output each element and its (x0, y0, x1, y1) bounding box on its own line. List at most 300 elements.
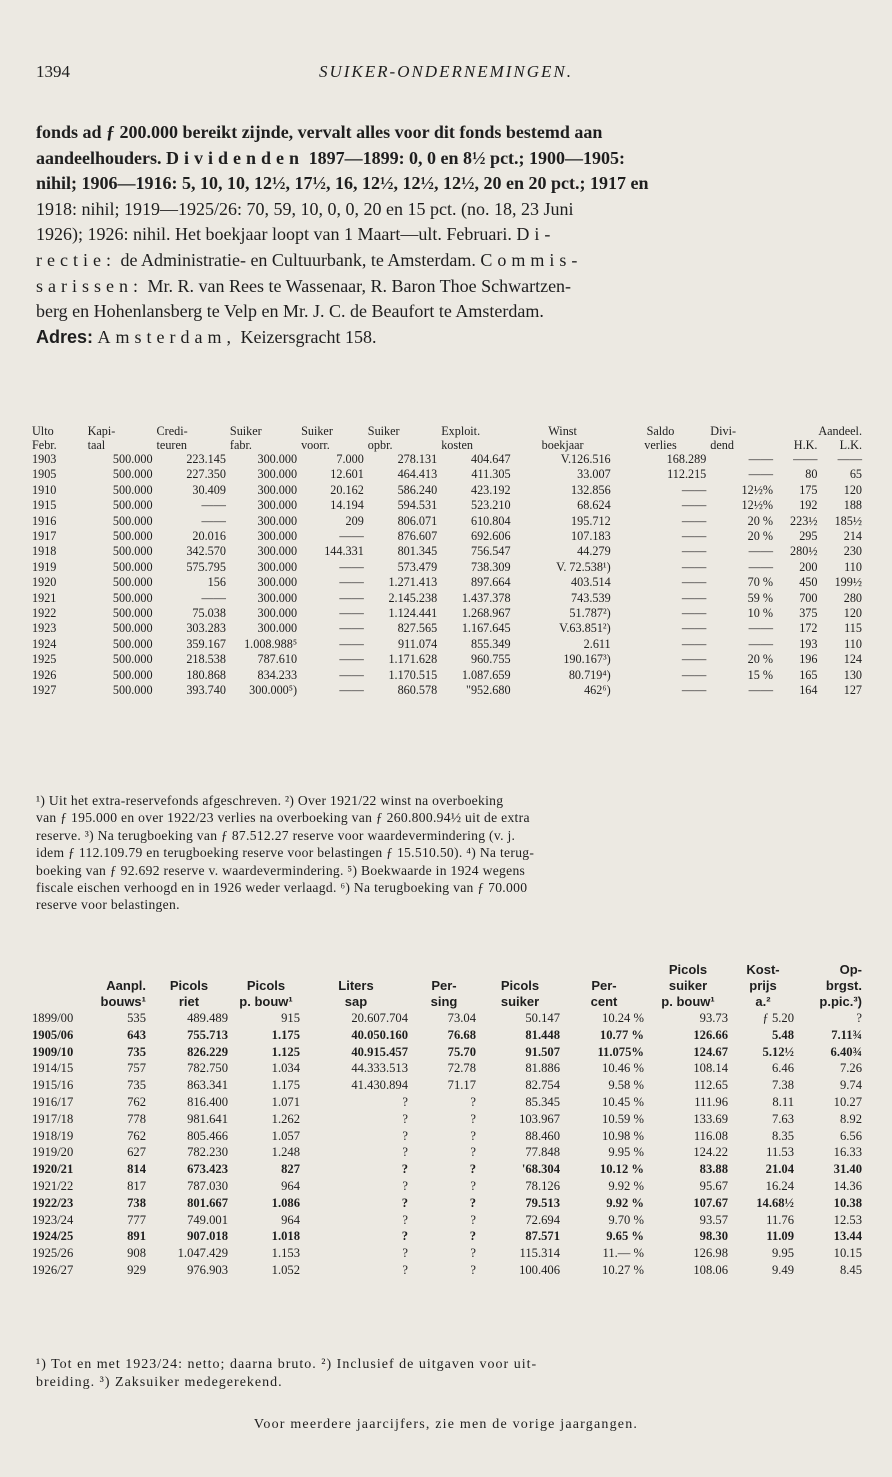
table-cell: 300.000 (257, 590, 298, 605)
table-cell: 1927 (32, 683, 57, 698)
table-cell: 1915 (32, 498, 57, 513)
table-cell: 126.66 (693, 1027, 728, 1042)
table-cell: 44.279 (577, 544, 611, 559)
table-header-row: Picols Kost- Op- (668, 962, 862, 977)
table-cell: 500.000 (112, 544, 153, 559)
table-cell: 500.000 (112, 667, 153, 682)
table-cell: 500.000 (112, 482, 153, 497)
table-cell: 111.96 (694, 1094, 728, 1109)
table-cell: 93.57 (699, 1212, 728, 1227)
table-row (30, 621, 864, 636)
table-cell: 7.38 (771, 1078, 794, 1093)
table-cell: 81.886 (525, 1061, 560, 1076)
table-cell: 7.63 (771, 1111, 794, 1126)
table-cell: 10.98 % (602, 1128, 644, 1143)
table-cell: 10 % (747, 606, 773, 621)
table-cell: 51.787²) (569, 606, 611, 621)
table-cell: 156 (207, 575, 226, 590)
table-row (30, 1228, 864, 1245)
table-cell: —— (748, 559, 773, 574)
table-cell: 93.73 (699, 1011, 728, 1025)
table-cell: 80.719⁴) (568, 667, 611, 682)
intro-paragraph (36, 120, 862, 350)
table-cell: 462⁶) (584, 683, 611, 698)
table-cell: 964 (281, 1212, 300, 1227)
table-cell: 1.124.441 (388, 606, 438, 621)
table-cell: 787.030 (187, 1178, 228, 1193)
table-cell: 20 % (747, 529, 773, 544)
table-cell: —— (339, 590, 364, 605)
table-cell: 1918/19 (32, 1128, 74, 1143)
table-cell: 124.22 (693, 1145, 728, 1160)
table-cell: 523.210 (470, 498, 511, 513)
table-cell: 8.35 (771, 1128, 794, 1143)
table-row (30, 606, 864, 621)
table-cell: 1903 (32, 452, 57, 466)
table-cell: 107.183 (571, 529, 611, 544)
table-cell: 735 (127, 1078, 146, 1093)
table-cell: 489.489 (187, 1011, 228, 1025)
table-cell: 180.868 (186, 667, 226, 682)
table-cell: 40.050.160 (351, 1027, 408, 1042)
table-cell: 73.04 (447, 1011, 476, 1025)
table-cell: 108.14 (693, 1061, 728, 1076)
table-cell: 1926 (32, 667, 57, 682)
table-cell: 14.68½ (756, 1195, 794, 1210)
table-cell: —— (339, 606, 364, 621)
table-cell: 1.052 (271, 1262, 300, 1277)
table-cell: 782.750 (187, 1061, 228, 1076)
table-cell: 200 (799, 559, 818, 574)
table-cell: —— (681, 667, 707, 682)
page-number: 1394 (36, 62, 70, 81)
table-cell: ? (470, 1246, 476, 1261)
table-row (30, 529, 864, 544)
table-cell: 749.001 (187, 1212, 228, 1227)
table-row (30, 1027, 864, 1044)
table-cell: 738 (127, 1195, 146, 1210)
table-cell: 40.915.457 (351, 1044, 408, 1059)
table-cell: 88.460 (525, 1128, 560, 1143)
table-cell: 500.000 (112, 452, 153, 466)
table-cell: 1.175 (271, 1078, 300, 1093)
table-cell: 500.000 (112, 559, 153, 574)
table-cell: 573.479 (397, 559, 438, 574)
table-cell: 855.349 (470, 636, 511, 651)
intro-line: rectie: de Administratie- en Cultuurbank, te Amsterdam. Commis- (36, 249, 583, 270)
table-cell: 31.40 (833, 1162, 862, 1177)
table-row (30, 1077, 864, 1094)
table-cell: —— (681, 529, 707, 544)
table-cell: 1899/00 (32, 1011, 74, 1025)
intro-line: fonds ad ƒ 200.000 bereikt zijnde, vervalt alles voor dit fonds bestemd aan (36, 122, 603, 142)
table-cell: 10.27 % (602, 1262, 644, 1277)
table-cell: —— (681, 482, 707, 497)
table-row (30, 1060, 864, 1077)
table-cell: —— (681, 621, 707, 636)
table-cell: 1923 (32, 621, 57, 636)
footnotes-production: ¹) Tot en met 1923/24: netto; daarna bruto. ²) Inclusief de uitgaven voor uit- breiding. ³) Zaksuiker medegerekend. (36, 1357, 538, 1390)
table-cell: 860.578 (397, 683, 438, 698)
table-cell: 300.000 (257, 621, 298, 636)
table-cell: V. 72.538¹) (556, 559, 611, 574)
intro-line: berg en Hohenlansberg te Velp en Mr. J. C. de Beaufort te Amsterdam. (36, 301, 544, 322)
table-cell: 1.018 (271, 1229, 300, 1244)
table-cell: 1.170.515 (388, 667, 438, 682)
table-cell: 743.539 (571, 590, 611, 605)
table-cell: 876.607 (397, 529, 438, 544)
table-cell: 500.000 (112, 498, 153, 513)
address-line (36, 325, 862, 351)
table-cell: '68.304 (521, 1162, 560, 1177)
table-cell: ? (470, 1111, 476, 1126)
table-cell: ? (469, 1229, 476, 1244)
table-cell: 72.78 (447, 1061, 476, 1076)
table-cell: 778 (127, 1111, 146, 1126)
table-cell: 929 (127, 1262, 146, 1277)
table-cell: 9.95 (771, 1246, 794, 1261)
table-row (30, 514, 864, 529)
table-cell: 20.162 (330, 482, 364, 497)
table-cell: 7.11¾ (831, 1027, 862, 1042)
table-header-row: bouws¹ riet p. bouw¹ sap sing suiker cent p. bouw¹ a.² p.pic.³) (100, 994, 862, 1009)
table-cell: 11.53 (766, 1145, 794, 1160)
table-cell: 1925 (32, 652, 57, 667)
table-cell: —— (681, 498, 707, 513)
table-cell: 230 (843, 544, 862, 559)
table-cell: 98.30 (699, 1229, 728, 1244)
table-cell: 9.92 % (608, 1178, 644, 1193)
table-row (30, 1044, 864, 1061)
table-cell: 1916 (32, 513, 57, 528)
table-cell: 375 (799, 606, 818, 621)
table-cell: 300.000 (257, 452, 298, 466)
table-row (30, 652, 864, 667)
table-cell: —— (339, 575, 364, 590)
table-row (30, 591, 864, 606)
table-cell: ? (470, 1212, 476, 1227)
table-cell: 107.67 (693, 1195, 728, 1210)
table-cell: 124.67 (693, 1044, 728, 1059)
table-cell: 1922 (32, 606, 57, 621)
table-cell: 85.345 (525, 1094, 560, 1109)
table-cell: 44.333.513 (351, 1061, 408, 1076)
table-cell: 20.016 (192, 529, 226, 544)
table-row (30, 1111, 864, 1128)
table-cell: 127 (843, 683, 862, 698)
table-cell: 303.283 (186, 621, 226, 636)
table-cell: 1914/15 (32, 1061, 74, 1076)
table-cell: ? (470, 1128, 476, 1143)
table-cell: 738.309 (470, 559, 511, 574)
table-cell: 816.400 (187, 1094, 228, 1109)
table-row (30, 575, 864, 590)
table-cell: 11.— % (602, 1246, 644, 1261)
table-cell: 192 (799, 498, 818, 513)
table-cell: 68.624 (577, 498, 611, 513)
table-cell: 300.000 (257, 559, 298, 574)
table-row (30, 544, 864, 559)
table-cell: 762 (127, 1128, 146, 1143)
table-cell: 195.712 (571, 513, 611, 528)
table-row (30, 452, 864, 467)
table-cell: —— (748, 621, 773, 636)
table-cell: —— (681, 513, 707, 528)
table-cell: 863.341 (187, 1078, 228, 1093)
table-cell: 1909/10 (32, 1044, 74, 1059)
table-cell: 13.44 (833, 1229, 862, 1244)
table-cell: —— (748, 544, 773, 559)
table-cell: 782.230 (187, 1145, 228, 1160)
table-cell: ? (402, 1262, 408, 1277)
table-cell: 50.147 (525, 1011, 560, 1025)
table-row (30, 1212, 864, 1229)
table-cell: 193 (799, 636, 818, 651)
table-cell: 1.437.378 (461, 590, 511, 605)
table-cell: ? (402, 1178, 408, 1193)
table-cell: 10.38 (833, 1195, 862, 1210)
table-cell: 9.74 (839, 1078, 862, 1093)
table-cell: 6.56 (839, 1128, 862, 1143)
table-cell: 83.88 (699, 1162, 728, 1177)
table-cell: 126.98 (693, 1246, 728, 1261)
table-cell: 757 (127, 1061, 146, 1076)
table-cell: 7.000 (336, 452, 364, 466)
table-cell: ? (470, 1262, 476, 1277)
table-cell: 5.12½ (762, 1044, 794, 1059)
table-cell: 300.000 (257, 513, 298, 528)
table-cell: 907.018 (187, 1229, 228, 1244)
table-cell: 1919 (32, 559, 57, 574)
table-cell: 300.000 (257, 467, 298, 482)
table-cell: 1917/18 (32, 1111, 74, 1126)
table-cell: 80 (805, 467, 818, 482)
table-cell: 295 (799, 529, 818, 544)
table-cell: 9.58 % (608, 1078, 644, 1093)
table-cell: 981.641 (187, 1111, 228, 1126)
table-cell: —— (793, 452, 818, 466)
table-cell: 9.70 % (608, 1212, 644, 1227)
production-table-body (30, 1010, 864, 1279)
table-cell: 132.856 (571, 482, 611, 497)
table-row (30, 1161, 864, 1178)
table-cell: 10.27 (833, 1094, 862, 1109)
table-row (30, 467, 864, 482)
table-cell: 762 (127, 1094, 146, 1109)
table-cell: 75.038 (192, 606, 226, 621)
table-row (30, 498, 864, 513)
table-cell: 1916/17 (32, 1094, 74, 1109)
table-cell: 199½ (834, 575, 862, 590)
table-cell: 2.145.238 (388, 590, 438, 605)
table-cell: 450 (799, 575, 818, 590)
table-cell: 342.570 (186, 544, 226, 559)
table-cell: 100.406 (519, 1262, 560, 1277)
table-cell: ? (402, 1212, 408, 1227)
table-cell: 976.903 (187, 1262, 228, 1277)
table-cell: —— (748, 636, 773, 651)
table-cell: 20 % (747, 652, 773, 667)
table-cell: 960.755 (470, 652, 511, 667)
table-cell: 59 % (747, 590, 773, 605)
table-cell: 594.531 (397, 498, 438, 513)
table-cell: 300.000 (257, 498, 298, 513)
table-cell: 586.240 (397, 482, 438, 497)
table-cell: 1.271.413 (388, 575, 438, 590)
table-cell: 196 (799, 652, 818, 667)
table-cell: 692.606 (470, 529, 511, 544)
table-cell: 610.804 (470, 513, 511, 528)
table-cell: ? (469, 1162, 476, 1177)
table-cell: —— (201, 590, 226, 605)
table-cell: 1.248 (271, 1145, 300, 1160)
table-cell: —— (339, 667, 364, 682)
table-row (30, 1262, 864, 1279)
table-cell: 756.547 (470, 544, 511, 559)
table-cell: 72.694 (525, 1212, 560, 1227)
table-cell: —— (201, 513, 226, 528)
table-cell: 165 (799, 667, 818, 682)
table-cell: 1921/22 (32, 1178, 74, 1193)
table-cell: —— (748, 683, 773, 698)
table-cell: —— (339, 529, 364, 544)
table-cell: ? (470, 1178, 476, 1193)
table-cell: 110 (844, 559, 862, 574)
table-cell: 12½% (741, 498, 773, 513)
table-cell: 403.514 (571, 575, 611, 590)
table-cell: 908 (127, 1246, 146, 1261)
table-cell: —— (681, 606, 707, 621)
table-cell: 9.65 % (606, 1229, 644, 1244)
table-cell: 300.000 (257, 606, 298, 621)
table-row (30, 1178, 864, 1195)
table-cell: —— (681, 559, 707, 574)
table-cell: 280½ (790, 544, 818, 559)
table-cell: 627 (127, 1145, 146, 1160)
table-cell: 964 (281, 1178, 300, 1193)
table-cell: 1.167.645 (461, 621, 511, 636)
table-cell: 827.565 (397, 621, 438, 636)
table-cell: 787.610 (257, 652, 298, 667)
table-row (30, 1094, 864, 1111)
table-cell: 12½% (741, 482, 773, 497)
table-cell: —— (339, 621, 364, 636)
table-cell: 10.46 % (602, 1061, 644, 1076)
table-cell: 464.413 (397, 467, 438, 482)
table-cell: 500.000 (112, 529, 153, 544)
table-cell: 805.466 (187, 1128, 228, 1143)
table-cell: 1925/26 (32, 1246, 74, 1261)
table-header-row: Aanpl. Picols Picols Liters Per- Picols Per- suiker prijs brgst. (106, 978, 862, 993)
table-cell: 915 (281, 1011, 300, 1025)
address-city: Amsterdam, (97, 326, 236, 347)
table-cell: 1922/23 (32, 1195, 74, 1210)
table-cell: —— (681, 652, 707, 667)
table-row (30, 637, 864, 652)
table-cell: 500.000 (112, 683, 153, 698)
financial-table (30, 424, 864, 699)
table-cell: 806.071 (397, 513, 438, 528)
table-cell: ? (470, 1094, 476, 1109)
table-cell: 500.000 (112, 652, 153, 667)
table-cell: —— (681, 683, 707, 698)
table-cell: ƒ 5.20 (762, 1011, 794, 1025)
table-cell: —— (681, 544, 707, 559)
table-cell: 112.65 (693, 1078, 728, 1093)
table-cell: 1919/20 (32, 1145, 74, 1160)
table-cell: 1.268.967 (461, 606, 511, 621)
table-cell: 1.087.659 (461, 667, 511, 682)
table-cell: 8.45 (839, 1262, 862, 1277)
table-cell: 1.125 (271, 1044, 300, 1059)
table-cell: 130 (843, 667, 862, 682)
table-row (30, 1195, 864, 1212)
table-row (30, 668, 864, 683)
table-cell: 1.175 (271, 1027, 300, 1042)
intro-line: nihil; 1906—1916: 5, 10, 10, 12½, 17½, 16, 12½, 12½, 12½, 20 en 20 pct.; 1917 en (36, 173, 649, 194)
table-cell: 14.194 (330, 498, 364, 513)
table-cell: 214 (843, 529, 862, 544)
table-cell: —— (681, 575, 707, 590)
table-cell: 15 % (747, 667, 773, 682)
table-cell: 188 (843, 498, 862, 513)
table-cell: 6.40¾ (830, 1044, 862, 1059)
table-cell: 108.06 (693, 1262, 728, 1277)
table-cell: 1905 (32, 467, 57, 482)
table-cell: 911.074 (398, 636, 438, 651)
table-cell: V.63.851²) (559, 621, 611, 636)
table-cell: 1917 (32, 529, 57, 544)
table-row (30, 1245, 864, 1262)
table-cell: —— (748, 452, 773, 466)
table-cell: 1905/06 (32, 1027, 74, 1042)
table-cell: 280 (843, 590, 862, 605)
table-cell: 1.153 (271, 1246, 300, 1261)
intro-line: sarissen: Mr. R. van Rees te Wassenaar, R. Baron Thoe Schwartzen- (36, 275, 572, 296)
table-cell: 278.131 (397, 452, 438, 466)
table-cell: ? (469, 1195, 476, 1210)
table-cell: 185½ (834, 513, 862, 528)
table-cell: "952.680 (465, 683, 511, 698)
table-cell: —— (201, 498, 226, 513)
table-cell: 209 (345, 513, 364, 528)
table-cell: 300.000 (257, 529, 298, 544)
table-cell: 116.08 (693, 1128, 728, 1143)
table-cell: 817 (127, 1178, 146, 1193)
table-cell: —— (339, 652, 364, 667)
table-cell: 124 (843, 652, 862, 667)
table-cell: 300.000 (257, 482, 298, 497)
table-cell: 500.000 (112, 575, 153, 590)
table-cell: 16.33 (833, 1145, 862, 1160)
table-row (30, 1144, 864, 1161)
table-cell: 359.167 (186, 636, 226, 651)
table-cell: 164 (799, 683, 818, 698)
table-cell: 1920/21 (32, 1162, 74, 1177)
table-cell: ? (401, 1162, 408, 1177)
table-cell: 535 (127, 1011, 146, 1025)
table-cell: 755.713 (187, 1027, 228, 1042)
table-cell: 1.171.628 (388, 652, 438, 667)
table-cell: ? (470, 1145, 476, 1160)
table-cell: 168.289 (666, 452, 707, 466)
footnotes-financial: ¹) Uit het extra-reservefonds afgeschreven. ²) Over 1921/22 winst na overboeking van ƒ 195.000 en over 1922/23 verlies na overboeking van ƒ 260.800.94½ uit de extra reserve. ³) Na terugboeking van ƒ 87.512.27 reserve voor waardevermindering (v. j. idem ƒ 112.109.79 en terugboeking reserve voor belastingen ƒ 15.510.50). ⁴) Na terug- boeking van ƒ 92.692 reserve v. waardevermindering. ⁵) Boekwaarde in 1924 wegens fiscale eischen verhoogd en in 1926 weder verlaagd. ⁶) Na terugboeking van ƒ 70.000 reserve voor belastingen. (36, 793, 535, 913)
table-cell: 10.15 (833, 1246, 862, 1261)
table-cell: 1924 (32, 636, 57, 651)
table-cell: 75.70 (447, 1044, 476, 1059)
table-cell: —— (339, 683, 364, 698)
table-cell: 500.000 (112, 513, 153, 528)
